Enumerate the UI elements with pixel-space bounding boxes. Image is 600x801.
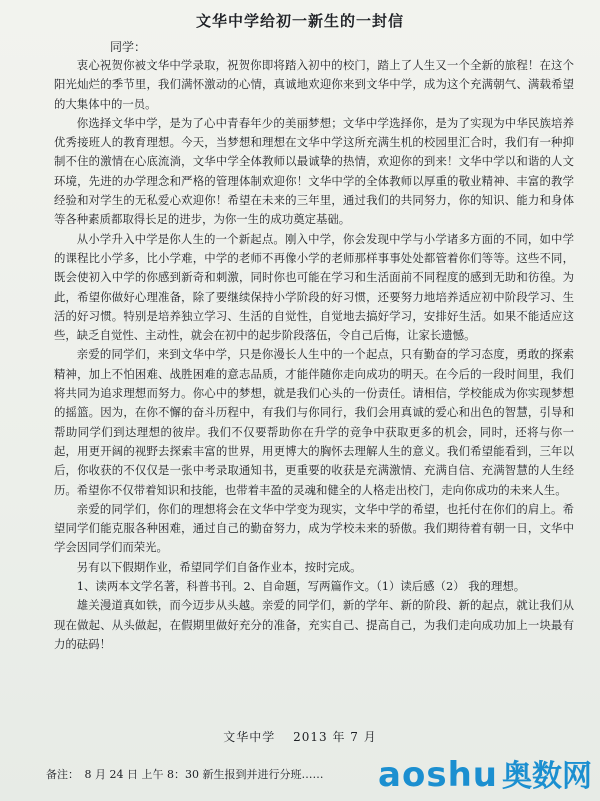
letter-remark: 备注： 8 月 24 日 上午 8：30 新生报到并进行分班…… <box>46 768 324 781</box>
paragraph-homework-intro: 另有以下假期作业，希望同学们自备作业本，按时完成。 <box>76 559 362 574</box>
letter-signature: 文华中学 2013 年 7 月 <box>223 730 377 744</box>
watermark-chinese: 奥数网 <box>502 759 592 794</box>
letter-body <box>54 56 574 654</box>
paragraph-welcome: 衷心祝贺你被文华中学录取，祝贺你即将踏入初中的校门，踏上了人生又一个全新的旅程！在这个阳光灿烂的季节里，我们满怀激动的心情，真诚地欢迎你来到文华中学，成为这个充满朝气、满载希望的大集体中的一员。 <box>54 58 574 111</box>
letter-salutation: 同学： <box>110 40 147 54</box>
paragraph-expectation: 亲爱的同学们，你们的理想将会在文华中学变为现实，文华中学的希望，也托付在你们的肩上。希望同学们能克服各种困难，通过自己的勤奋努力，成为学校未来的骄傲。我们期待着有朝一日，文华中学会因同学们而荣光。 <box>54 501 574 555</box>
site-watermark <box>378 751 592 795</box>
paragraph-closing: 雄关漫道真如铁，而今迈步从头越。亲爱的同学们，新的学年、新的阶段、新的起点，就让我们从现在做起、从头做起，在假期里做好充分的准备，充实自己、提高自己，为我们走向成功加上一块最有力的砝码！ <box>54 598 574 651</box>
watermark-latin: aoshu <box>378 755 498 795</box>
paragraph-homework-list: 1、读两本文学名著，科普书刊。2、自命题，写两篇作文。（1）读后感（2） 我的理想。 <box>76 579 526 594</box>
paragraph-new-start: 从小学升入中学是你人生的一个新起点。刚入中学，你会发现中学与小学诸多方面的不同，如中学的课程比小学多，比小学难，中学的老师不再像小学的老师那样事事处处都管着你们等等。这些不同，既会使初入中学的你感到新奇和刺激，同时你也可能在学习和生活面前不同程度的感到无助和彷徨。为此，希望你做好心理准备，除了要继续保持小学阶段的好习惯，还要努力地培养适应初中阶段学习、生活的好习惯。特别是培养独立学习、生活的自觉性，自觉地去搞好学习，安排好生活。如果不能适应这些，缺乏自觉性、主动性，就会在初中的起步阶段落伍，令自己后悔，让家长遗憾。 <box>54 231 574 343</box>
paragraph-dream: 你选择文华中学，是为了心中青春年少的美丽梦想；文华中学选择你，是为了实现为中华民族培养优秀接班人的教育理想。今天，当梦想和理想在文华中学这所充满生机的校园里汇合时，我们有一种抑制不住的激情在心底流淌，文华中学全体教师以最诚挚的热情，欢迎你的到来！文华中学以和谐的人文环境，先进的办学理念和严格的管理体制欢迎你！文华中学的全体教师以厚重的敬业精神、丰富的教学经验和对学生的无私爱心欢迎你！希望在未来的三年里，通过我们的共同努力，你的知识、能力和身体等各种素质都取得长足的进步，为你一生的成功奠定基础。 <box>54 115 574 227</box>
letter-title: 文华中学给初一新生的一封信 <box>195 12 404 30</box>
paragraph-encouragement: 亲爱的同学们，来到文华中学，只是你漫长人生中的一个起点，只有勤奋的学习态度，勇敢的探索精神，加上不怕困难、战胜困难的意志品质，才能伴随你走向成功的明天。在今后的一段时间里，我们将共同为追求理想而努力。你心中的梦想，就是我们心头的一份责任。请相信，学校能成为你实现梦想的摇篮。因为，在你不懈的奋斗历程中，有我们与你同行，我们会用真诚的爱心和出色的智慧，引导和帮助同学们到达理想的彼岸。我们不仅要帮助你在升学的竞争中获取更多的机会，同时，还将与你一起，用更开阔的视野去探索丰富的世界，用更博大的胸怀去理解人生的意义。我们希望能看到，三年以后，你收获的不仅仅是一张中考录取通知书，更重要的收获是充满激情、充满自信、充满智慧的人生经历。希望你不仅带着知识和技能，也带着丰盈的灵魂和健全的人格走出校门，走向你成功的未来人生。 <box>54 347 574 497</box>
